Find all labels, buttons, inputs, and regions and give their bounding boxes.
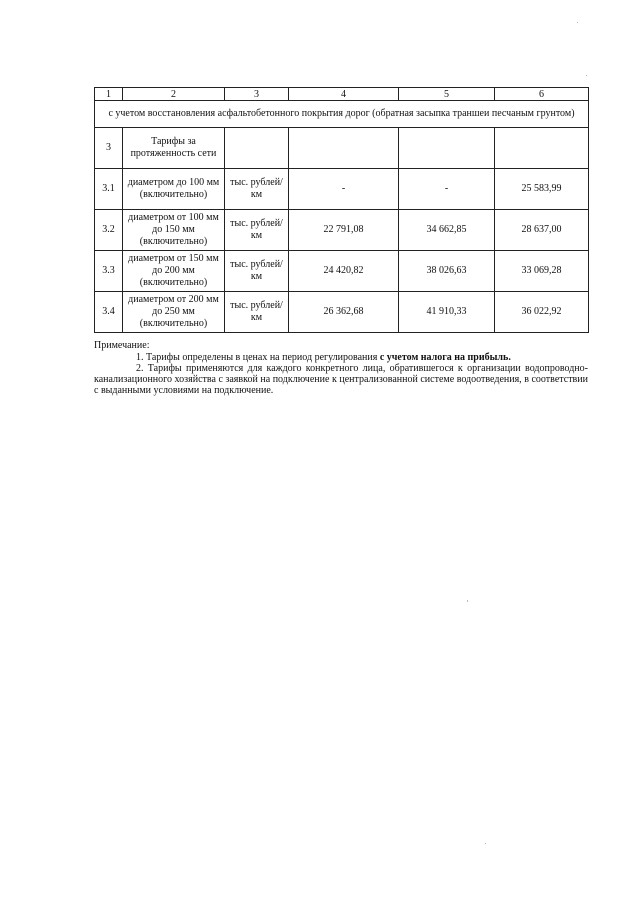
subheader-row — [95, 128, 589, 169]
row-description: диаметром от 150 мм до 200 мм (включительно) — [123, 251, 225, 292]
note-item-1-emphasis: с учетом налога на прибыль. — [379, 352, 511, 363]
row-unit: тыс. рублей/км — [225, 251, 289, 292]
row-col6: 25 583,99 — [495, 169, 589, 210]
row-col5: 34 662,85 — [399, 210, 495, 251]
scan-speck — [586, 75, 587, 76]
note-item-1-text: 1. Тарифы определены в ценах на период регулирования — [136, 352, 380, 363]
row-description: диаметром от 200 мм до 250 мм (включительно) — [123, 292, 225, 333]
row-col6: 28 637,00 — [495, 210, 589, 251]
tariff-table — [94, 87, 589, 333]
scan-speck — [467, 600, 468, 602]
table-row — [95, 169, 589, 210]
row-unit: тыс. рублей/км — [225, 292, 289, 333]
row-unit: тыс. рублей/км — [225, 169, 289, 210]
table-row — [95, 210, 589, 251]
column-number-row — [95, 88, 589, 101]
row-number: 3.3 — [95, 251, 123, 292]
column-number: 1 — [95, 88, 123, 101]
note-item-2: 2. Тарифы применяются для каждого конкретного лица, обратившегося к организации водопроводно-канализационного хозяйства с заявкой на подключение к централизованной системе водоотведения, в соответствии с выданными условиями на подключение. — [94, 363, 588, 396]
row-description: диаметром от 100 мм до 150 мм (включительно) — [123, 210, 225, 251]
row-description: диаметром до 100 мм (включительно) — [123, 169, 225, 210]
section-row — [95, 101, 589, 128]
row-number: 3.4 — [95, 292, 123, 333]
column-number: 5 — [399, 88, 495, 101]
column-number: 6 — [495, 88, 589, 101]
empty-cell — [289, 128, 399, 169]
row-col4: 24 420,82 — [289, 251, 399, 292]
table-row — [95, 251, 589, 292]
section-title: с учетом восстановления асфальтобетонного покрытия дорог (обратная засыпка траншеи песчаным грунтом) — [95, 101, 589, 128]
row-col5: - — [399, 169, 495, 210]
row-col6: 33 069,28 — [495, 251, 589, 292]
row-unit: тыс. рублей/км — [225, 210, 289, 251]
subheader-number: 3 — [95, 128, 123, 169]
row-col4: 22 791,08 — [289, 210, 399, 251]
column-number: 4 — [289, 88, 399, 101]
row-col4: - — [289, 169, 399, 210]
row-number: 3.1 — [95, 169, 123, 210]
note-item-1 — [94, 352, 588, 363]
empty-cell — [399, 128, 495, 169]
row-col4: 26 362,68 — [289, 292, 399, 333]
row-number: 3.2 — [95, 210, 123, 251]
row-col6: 36 022,92 — [495, 292, 589, 333]
notes-title: Примечание: — [94, 340, 150, 351]
row-col5: 41 910,33 — [399, 292, 495, 333]
column-number: 3 — [225, 88, 289, 101]
notes-section — [94, 340, 588, 396]
table-row — [95, 292, 589, 333]
subheader-label: Тарифы за протяженность сети — [123, 128, 225, 169]
row-col5: 38 026,63 — [399, 251, 495, 292]
column-number: 2 — [123, 88, 225, 101]
empty-cell — [225, 128, 289, 169]
empty-cell — [495, 128, 589, 169]
scan-speck — [577, 22, 578, 23]
scan-speck — [485, 843, 486, 844]
